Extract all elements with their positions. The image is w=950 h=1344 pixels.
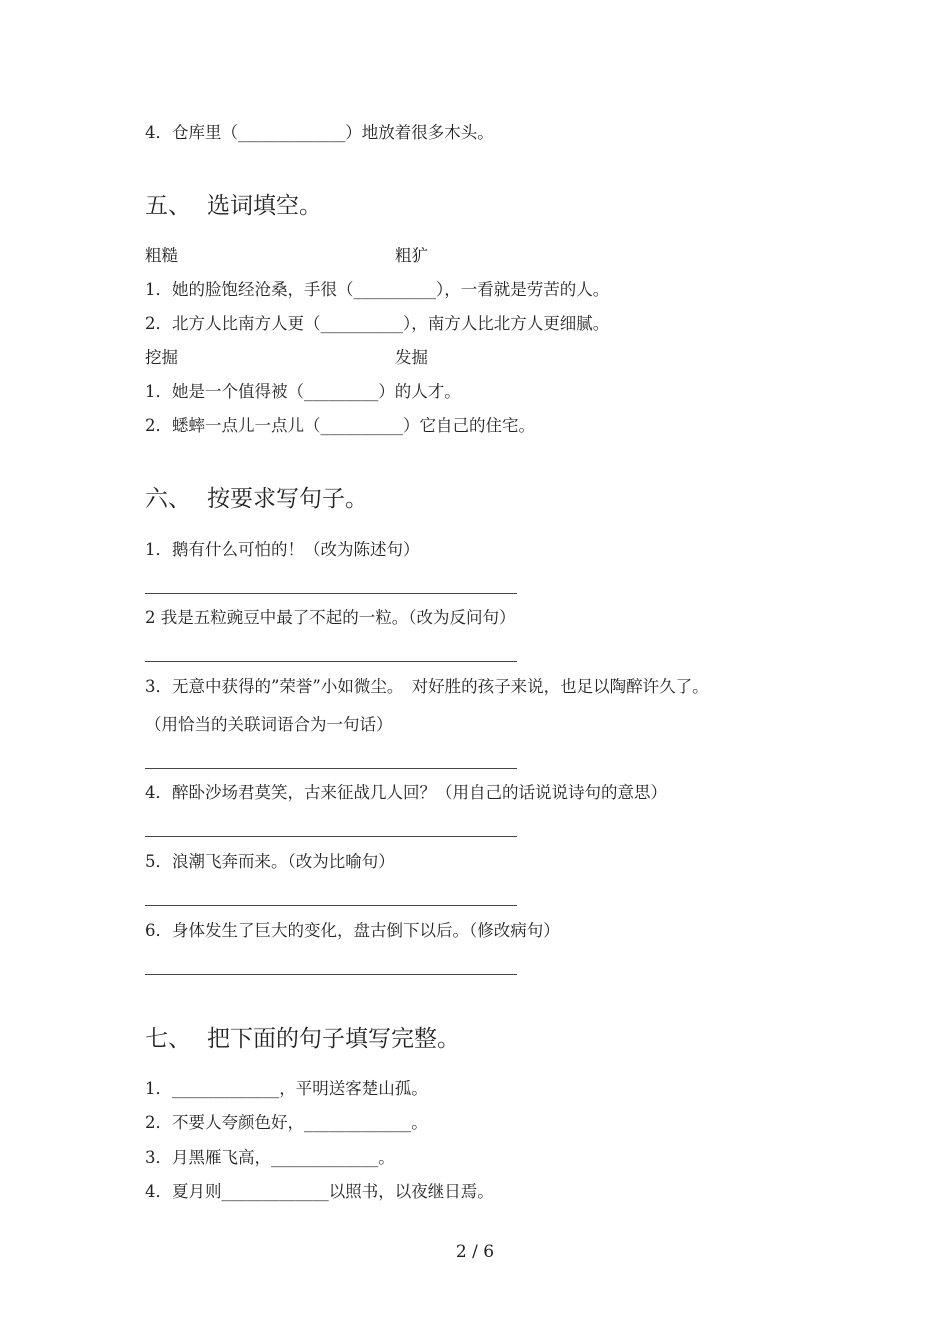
poem-fill-item: 4．夏月则_____________以照书，以夜继日焉。 [145, 1182, 494, 1201]
question-4-warehouse: 4．仓库里（_____________）地放着很多木头。 [145, 123, 494, 142]
rewrite-item: 4．醉卧沙场君莫笑，古来征战几人回？（用自己的话说说诗句的意思） [145, 783, 667, 802]
section-5-title: 选词填空。 [207, 193, 322, 219]
rewrite-item: 2 我是五粒豌豆中最了不起的一粒。（改为反问句） [145, 608, 516, 627]
poem-fill-item: 2．不要人夸颜色好，_____________。 [145, 1113, 428, 1132]
section-6-title: 按要求写句子。 [207, 486, 368, 512]
section-6-heading [145, 484, 368, 514]
fill-item: 2．蟋蟀一点儿一点儿（__________）它自己的住宅。 [145, 416, 535, 435]
word-option: 粗糙 [145, 246, 178, 265]
answer-line [145, 661, 517, 662]
poem-fill-item: 1．_____________，平明送客楚山孤。 [145, 1079, 428, 1098]
word-option: 发掘 [395, 348, 428, 367]
rewrite-item-note: （用恰当的关联词语合为一句话） [145, 715, 393, 734]
rewrite-item: 1．鹅有什么可怕的！（改为陈述句） [145, 540, 420, 559]
fill-item: 1．她的脸饱经沧桑，手很（__________），一看就是劳苦的人。 [145, 280, 610, 299]
section-7-title: 把下面的句子填写完整。 [207, 1026, 460, 1052]
rewrite-item: 3．无意中获得的”荣誉”小如微尘。 对好胜的孩子来说，也足以陶醉许久了。 [145, 677, 709, 696]
page-number: 2 / 6 [455, 1242, 495, 1262]
answer-line [145, 905, 517, 906]
answer-line [145, 974, 517, 975]
section-6-number: 六、 [145, 486, 191, 512]
section-5-heading [145, 191, 322, 221]
section-5-number: 五、 [145, 193, 191, 219]
answer-line [145, 593, 517, 594]
rewrite-item: 5．浪潮飞奔而来。（改为比喻句） [145, 852, 395, 871]
section-7-heading [145, 1024, 460, 1054]
word-choice-row-2 [145, 347, 428, 369]
word-option: 挖掘 [145, 348, 178, 367]
word-option: 粗犷 [395, 246, 428, 265]
rewrite-item: 6．身体发生了巨大的变化，盘古倒下以后。（修改病句） [145, 921, 560, 940]
word-choice-row-1 [145, 245, 428, 267]
fill-item: 1．她是一个值得被（_________）的人才。 [145, 382, 461, 401]
fill-item: 2．北方人比南方人更（__________），南方人比北方人更细腻。 [145, 314, 610, 333]
answer-line [145, 836, 517, 837]
poem-fill-item: 3．月黑雁飞高，_____________。 [145, 1148, 395, 1167]
answer-line [145, 768, 517, 769]
section-7-number: 七、 [145, 1026, 191, 1052]
